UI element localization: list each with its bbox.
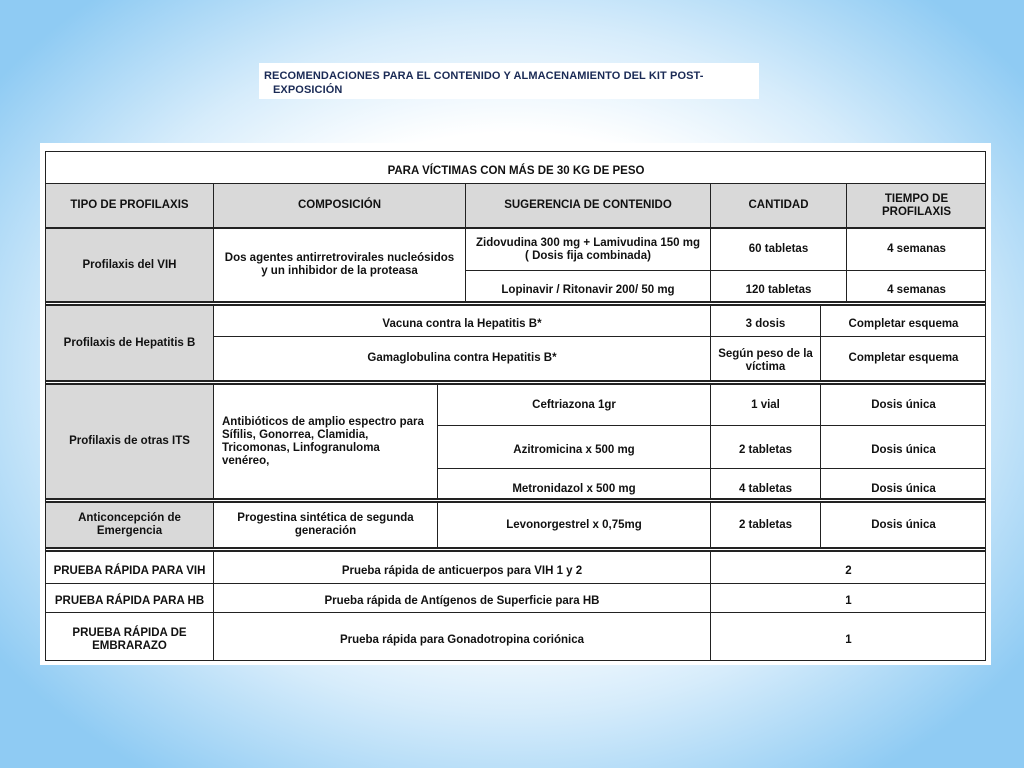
header-tiempo: TIEMPO DE PROFILAXIS [881,192,951,218]
its-cantidad-1: 1 vial [751,398,780,411]
vih-cantidad-1: 60 tabletas [748,243,809,255]
anticoncepcion-tiempo: Dosis única [871,518,936,531]
prueba-hb-tipo: PRUEBA RÁPIDA PARA HB [54,595,205,607]
rule [45,583,986,584]
its-composicion: Antibióticos de amplio espectro para Sífilis, Gonorrea, Clamidia, Tricomonas, Linfogranuloma venéreo, [222,415,424,467]
rule [437,468,986,469]
anticoncepcion-composicion: Progestina sintética de segunda generación [237,512,414,537]
rule [437,425,986,426]
prueba-vih-tipo: PRUEBA RÁPIDA PARA VIH [53,564,206,577]
its-tiempo-3: Dosis única [871,482,936,495]
rule [45,612,986,613]
header-sugerencia: SUGERENCIA DE CONTENIDO [504,199,672,211]
anticoncepcion-sugerencia: Levonorgestrel x 0,75mg [506,518,642,531]
hepb-sugerencia-2: Gamaglobulina contra Hepatitis B* [367,352,557,364]
kit-table-document [40,143,991,665]
its-cantidad-3: 4 tabletas [738,482,793,495]
hepb-tiempo-2: Completar esquema [848,352,959,364]
its-tiempo-2: Dosis única [871,443,936,456]
header-cantidad: CANTIDAD [748,199,809,211]
slide-title [259,63,759,99]
vih-tiempo-1: 4 semanas [887,243,946,255]
prueba-hb-cantidad: 1 [845,595,852,607]
prueba-hb-descripcion: Prueba rápida de Antígenos de Superficie para HB [324,595,600,607]
rule [45,301,986,303]
its-tipo: Profilaxis de otras ITS [69,435,190,447]
its-sugerencia-2: Azitromicina x 500 mg [513,443,635,456]
vih-cantidad-2: 120 tabletas [745,283,812,296]
slide-title-line-1: RECOMENDACIONES PARA EL CONTENIDO Y ALMACENAMIENTO DEL KIT POST- [264,70,704,82]
hepb-tiempo-1: Completar esquema [848,317,959,330]
vih-composicion: Dos agentes antirretrovirales nucleósidos y un inhibidor de la proteasa [224,252,455,277]
rule [465,270,986,271]
rule [45,498,986,500]
anticoncepcion-cantidad: 2 tabletas [738,518,793,531]
rule [45,380,986,382]
hepb-cantidad-1: 3 dosis [745,317,786,330]
hepb-cantidad-2: Según peso de la víctima [718,348,813,373]
vih-sugerencia-1: Zidovudina 300 mg + Lamivudina 150 mg ( Dosis fija combinada) [476,236,700,262]
hepb-sugerencia-1: Vacuna contra la Hepatitis B* [382,317,542,330]
its-sugerencia-3: Metronidazol x 500 mg [512,482,636,495]
prueba-embarazo-cantidad: 1 [845,633,852,646]
hepb-tipo: Profilaxis de Hepatitis B [63,336,196,349]
header-tipo: TIPO DE PROFILAXIS [70,199,189,211]
vih-tipo: Profilaxis del VIH [82,258,177,271]
its-sugerencia-1: Ceftriazona 1gr [532,398,616,411]
prueba-vih-descripcion: Prueba rápida de anticuerpos para VIH 1 y 2 [341,564,583,577]
prueba-embarazo-tipo: PRUEBA RÁPIDA DE EMBRARAZO [72,627,187,652]
vih-sugerencia-2: Lopinavir / Ritonavir 200/ 50 mg [501,283,675,296]
rule [45,550,986,552]
its-tiempo-1: Dosis única [871,398,936,411]
table-banner: PARA VÍCTIMAS CON MÁS DE 30 KG DE PESO [387,164,645,177]
prueba-embarazo-descripcion: Prueba rápida para Gonadotropina coriónica [339,633,585,646]
anticoncepcion-tipo: Anticoncepción de Emergencia [78,512,181,537]
slide-title-line-2: EXPOSICIÓN [273,84,343,96]
its-cantidad-2: 2 tabletas [738,443,793,456]
vih-tiempo-2: 4 semanas [887,283,946,296]
rule [45,547,986,549]
prueba-vih-cantidad: 2 [845,564,852,577]
header-composicion: COMPOSICIÓN [297,199,382,211]
